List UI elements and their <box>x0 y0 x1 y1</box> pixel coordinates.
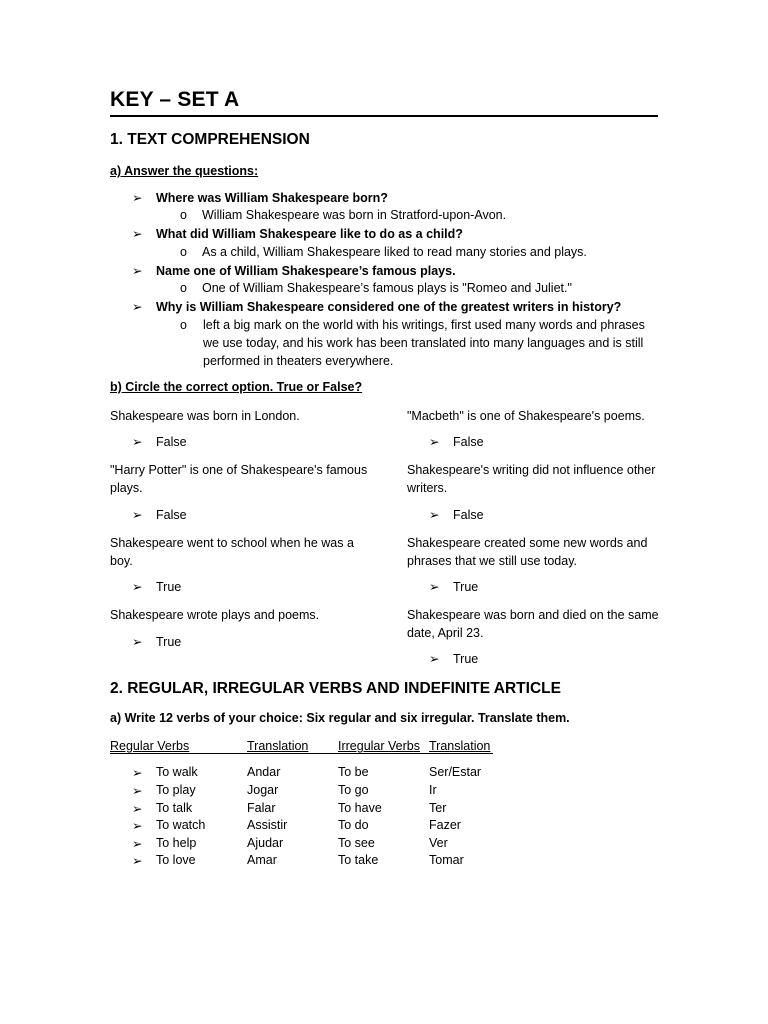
arrow-bullet-icon: ➢ <box>429 580 440 594</box>
arrow-bullet-icon: ➢ <box>132 227 143 241</box>
circle-bullet-icon: o <box>180 208 187 222</box>
tf-answer: ➢ False <box>132 435 187 449</box>
arrow-bullet-icon: ➢ <box>132 819 143 833</box>
circle-bullet-icon: o <box>180 318 187 332</box>
tf-statement: "Harry Potter" is one of Shakespeare's famous plays. <box>110 463 368 495</box>
verb-row: ➢ To play Jogar To go Ir <box>132 783 437 798</box>
verb-row: ➢ To help Ajudar To see Ver <box>132 836 448 851</box>
part-b-label: b) Circle the correct option. True or False? <box>110 380 363 394</box>
arrow-bullet-icon: ➢ <box>132 837 143 851</box>
header-underline <box>110 753 493 754</box>
question-2: ➢ What did William Shakespeare like to do as a child? <box>132 227 463 241</box>
arrow-bullet-icon: ➢ <box>132 508 143 522</box>
header-irregular-verbs: Irregular Verbs <box>338 739 420 753</box>
tf-answer: ➢ True <box>132 635 182 649</box>
tf-statement: Shakespeare went to school when he was a boy. <box>110 536 354 568</box>
circle-bullet-icon: o <box>180 281 187 295</box>
verb-row: ➢ To watch Assistir To do Fazer <box>132 818 461 833</box>
arrow-bullet-icon: ➢ <box>132 435 143 449</box>
tf-answer: ➢ True <box>429 580 479 594</box>
tf-answer: ➢ False <box>429 435 484 449</box>
answer-2: o As a child, William Shakespeare liked to read many stories and plays. <box>180 245 587 259</box>
tf-statement: Shakespeare's writing did not influence other writers. <box>407 463 656 495</box>
tf-answer: ➢ False <box>132 508 187 522</box>
arrow-bullet-icon: ➢ <box>132 635 143 649</box>
arrow-bullet-icon: ➢ <box>132 580 143 594</box>
arrow-bullet-icon: ➢ <box>132 854 143 868</box>
tf-statement: Shakespeare wrote plays and poems. <box>110 608 320 622</box>
arrow-bullet-icon: ➢ <box>132 784 143 798</box>
arrow-bullet-icon: ➢ <box>429 435 440 449</box>
answer-4: o left a big mark on the world with his writings, first used many words and phrases we use today, and his work has been translated into many languages and is still performed in theaters everywhere. <box>180 318 645 368</box>
arrow-bullet-icon: ➢ <box>132 191 143 205</box>
page-title: KEY – SET A <box>110 88 658 117</box>
verb-row: ➢ To talk Falar To have Ter <box>132 801 447 816</box>
arrow-bullet-icon: ➢ <box>429 508 440 522</box>
arrow-bullet-icon: ➢ <box>132 766 143 780</box>
section-1-heading: 1. TEXT COMPREHENSION <box>110 131 310 148</box>
tf-statement: Shakespeare was born and died on the same date, April 23. <box>407 608 659 640</box>
question-1: ➢ Where was William Shakespeare born? <box>132 191 388 205</box>
header-regular-verbs: Regular Verbs <box>110 739 190 753</box>
verb-row: ➢ To walk Andar To be Ser/Estar <box>132 765 482 780</box>
question-3: ➢ Name one of William Shakespeare’s famous plays. <box>132 264 456 278</box>
arrow-bullet-icon: ➢ <box>429 652 440 666</box>
answer-1: o William Shakespeare was born in Stratford-upon-Avon. <box>180 208 507 222</box>
arrow-bullet-icon: ➢ <box>132 264 143 278</box>
verb-row: ➢ To love Amar To take Tomar <box>132 853 464 868</box>
tf-answer: ➢ True <box>132 580 182 594</box>
answer-3: o One of William Shakespeare’s famous plays is "Romeo and Juliet." <box>180 281 572 295</box>
tf-answer: ➢ False <box>429 508 484 522</box>
tf-answer: ➢ True <box>429 652 479 666</box>
tf-statement: Shakespeare was born in London. <box>110 409 300 423</box>
arrow-bullet-icon: ➢ <box>132 802 143 816</box>
question-4: ➢ Why is William Shakespeare considered one of the greatest writers in history? <box>132 300 622 314</box>
arrow-bullet-icon: ➢ <box>132 300 143 314</box>
header-translation: Translation <box>429 739 491 753</box>
tf-statement: Shakespeare created some new words and phrases that we still use today. <box>407 536 648 568</box>
section-2-heading: 2. REGULAR, IRREGULAR VERBS AND INDEFINITE ARTICLE <box>110 680 561 697</box>
tf-statement: "Macbeth" is one of Shakespeare's poems. <box>407 409 645 423</box>
circle-bullet-icon: o <box>180 245 187 259</box>
header-translation: Translation <box>247 739 309 753</box>
section-2-part-a-label: a) Write 12 verbs of your choice: Six regular and six irregular. Translate them. <box>110 711 570 725</box>
part-a-label: a) Answer the questions: <box>110 164 259 178</box>
